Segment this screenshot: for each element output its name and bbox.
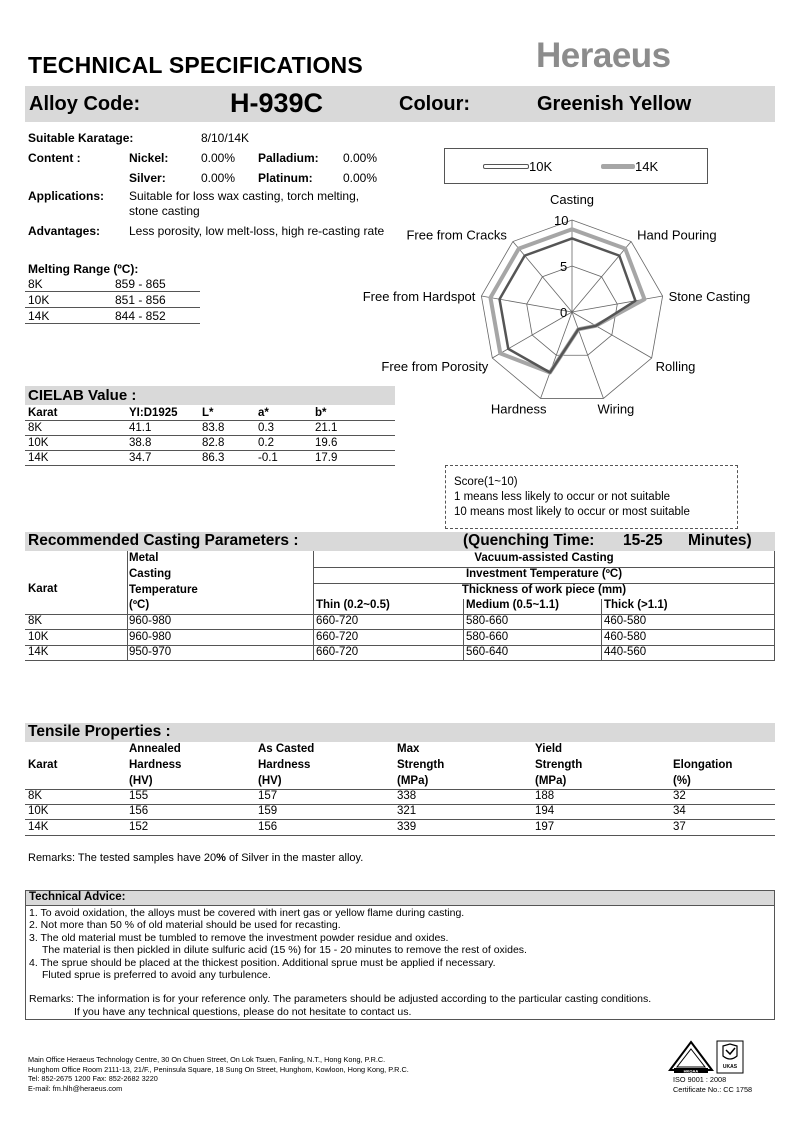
tensile-cell: 14K	[28, 821, 49, 833]
alloy-code-label: Alloy Code:	[29, 93, 141, 115]
tensile-header-karat: Karat	[28, 759, 58, 771]
cielab-row	[25, 451, 395, 466]
legend-14k-swatch	[601, 164, 635, 169]
cielab-row	[25, 421, 395, 436]
advice-line: 4. The sprue should be placed at the thickest position. Additional sprue must be applied if necessary.	[29, 956, 496, 969]
score-note-line-1: Score(1~10)	[454, 476, 518, 488]
cielab-cell: 0.2	[258, 437, 274, 449]
radar-axis-label: Free from Hardspot	[362, 289, 476, 305]
tensile-header-max: Strength	[397, 759, 445, 771]
cielab-cell: 82.8	[202, 437, 225, 449]
tensile-cell: 34	[673, 805, 686, 817]
cielab-cell: 34.7	[129, 452, 152, 464]
footer-hunghom-office: Hunghom Office Room 2111-13, 21/F., Peninsula Square, 18 Sung On Street, Hunghom, Kowloon, Hong Kong, P.R.C.	[28, 1064, 409, 1074]
tensile-cell: 37	[673, 821, 686, 833]
melting-row	[25, 277, 200, 292]
cielab-header: YI:D1925	[129, 407, 178, 419]
tensile-cell: 10K	[28, 805, 49, 817]
silver-value: 0.00%	[201, 171, 236, 185]
casting-cell: 460-580	[604, 631, 647, 643]
cielab-row	[25, 436, 395, 451]
radar-axis-label: Rolling	[655, 359, 696, 374]
cielab-cell: 86.3	[202, 452, 225, 464]
advice-title: Technical Advice:	[29, 891, 126, 903]
radar-spoke	[572, 242, 631, 312]
advantages-label: Advantages:	[28, 224, 101, 238]
melting-range: 844 - 852	[115, 309, 166, 323]
radar-spoke	[481, 296, 572, 312]
casting-cell: 460-580	[604, 615, 647, 627]
quench-value: 15-25	[623, 532, 663, 549]
radar-legend	[444, 148, 708, 184]
tensile-cell: 32	[673, 790, 686, 802]
casting-header-metal: (ºC)	[129, 599, 150, 611]
tensile-header-ascasted: Hardness	[258, 759, 311, 771]
radar-spoke	[513, 242, 572, 312]
tensile-header-yield: Yield	[535, 743, 563, 755]
cielab-title: CIELAB Value :	[28, 387, 137, 404]
melting-title: Melting Range (ºC):	[28, 262, 139, 276]
radar-axis-label: Free from Cracks	[406, 227, 507, 243]
legend-10k-label: 10K	[529, 159, 553, 174]
cielab-cell: -0.1	[258, 452, 278, 464]
advice-bar	[26, 891, 774, 906]
melting-table	[25, 277, 200, 324]
radar-series-10k	[500, 238, 636, 372]
radar-tick-label: 10	[554, 213, 569, 228]
melting-range: 859 - 865	[115, 277, 166, 291]
tensile-cell: 194	[535, 805, 555, 817]
content-label: Content :	[28, 151, 81, 165]
tensile-header-elongation: Elongation	[673, 759, 733, 771]
melting-karat: 14K	[28, 309, 50, 323]
tensile-cell: 8K	[28, 790, 43, 802]
advice-line: 2. Not more than 50 % of old material should be used for recasting.	[29, 919, 341, 932]
karatage-label: Suitable Karatage:	[28, 131, 134, 145]
tensile-remark-text: of Silver in the master alloy.	[225, 852, 364, 864]
casting-cell: 660-720	[316, 615, 359, 627]
casting-cell: 950-970	[129, 646, 172, 658]
tensile-header-annealed: Annealed	[129, 743, 181, 755]
tensile-header-max: Max	[397, 743, 420, 755]
hkqaa-certification-logo	[668, 1040, 714, 1074]
advice-remark: Remarks: The information is for your reference only. The parameters should be adjusted according to the particular casting conditions.	[29, 993, 652, 1005]
tensile-header-ascasted: As Casted	[258, 743, 315, 755]
radar-axis-label: Casting	[549, 195, 595, 207]
tensile-cell: 157	[258, 790, 278, 802]
cielab-header: Karat	[28, 407, 58, 419]
page-title: TECHNICAL SPECIFICATIONS	[28, 52, 363, 78]
melting-range: 851 - 856	[115, 293, 166, 307]
radar-axis-label: Hand Pouring	[637, 227, 717, 243]
tensile-remark	[28, 852, 363, 864]
cielab-table	[25, 405, 395, 466]
radar-axis-label: Free from Porosity	[381, 359, 489, 374]
colour-value: Greenish Yellow	[537, 93, 692, 115]
score-note-box	[445, 465, 738, 529]
radar-chart	[350, 195, 770, 420]
legend-10k-swatch	[483, 164, 529, 169]
tensile-cell: 188	[535, 790, 555, 802]
radar-spoke	[572, 296, 663, 312]
advice-line: 1. To avoid oxidation, the alloys must be covered with inert gas or yellow flame during casting.	[29, 907, 465, 919]
tensile-cell: 197	[535, 821, 555, 833]
tensile-cell: 321	[397, 805, 417, 817]
casting-cell: 440-560	[604, 646, 647, 658]
tensile-cell: 152	[129, 821, 149, 833]
certificate-text: Certificate No.: CC 1758	[673, 1085, 753, 1094]
footer-email: E-mail: fm.hlh@heraeus.com	[28, 1083, 123, 1093]
cielab-cell: 8K	[28, 422, 43, 434]
tensile-header-annealed: (HV)	[129, 775, 153, 787]
cielab-cell: 83.8	[202, 422, 225, 434]
tensile-title: Tensile Properties :	[28, 723, 171, 740]
footer-tel-fax: Tel: 852-2675 1200 Fax: 852-2682 3220	[28, 1074, 158, 1084]
cielab-header: a*	[258, 407, 269, 419]
score-note-line-3: 10 means most likely to occur or most suitable	[454, 506, 690, 518]
advice-line: 3. The old material must be tumbled to remove the investment powder residue and oxides.	[29, 931, 449, 944]
ukas-label: UKAS	[722, 1064, 738, 1070]
footer-address	[28, 1055, 409, 1093]
tensile-table	[25, 742, 775, 836]
platinum-value: 0.00%	[343, 171, 378, 185]
hkqaa-label: HKQAA	[683, 1068, 699, 1074]
casting-header-medium: Medium (0.5~1.1)	[466, 599, 559, 611]
tensile-header-yield: Strength	[535, 759, 583, 771]
casting-cell: 10K	[28, 631, 49, 643]
cielab-header-row	[25, 405, 395, 421]
radar-axis-label: Hardness	[490, 401, 547, 417]
advice-line: Fluted sprue is preferred to avoid any turbulence.	[42, 969, 271, 982]
applications-line-2: stone casting	[129, 204, 200, 218]
quench-unit: Minutes)	[688, 532, 752, 549]
advice-remark: If you have any technical questions, please do not hesitate to contact us.	[74, 1006, 412, 1018]
casting-cell: 660-720	[316, 646, 359, 658]
casting-cell: 580-660	[466, 631, 509, 643]
casting-cell: 660-720	[316, 631, 359, 643]
melting-row	[25, 308, 200, 324]
tensile-header-max: (MPa)	[397, 775, 429, 787]
palladium-label: Palladium:	[258, 151, 319, 165]
tensile-header-annealed: Hardness	[129, 759, 182, 771]
cielab-cell: 17.9	[315, 452, 338, 464]
quench-label: (Quenching Time:	[463, 532, 595, 549]
silver-label: Silver:	[129, 171, 166, 185]
melting-karat: 10K	[28, 293, 50, 307]
nickel-value: 0.00%	[201, 151, 236, 165]
ukas-certification-logo	[716, 1040, 744, 1074]
casting-header-metal: Temperature	[129, 584, 198, 596]
radar-axis-label: Wiring	[597, 401, 635, 417]
cielab-cell: 41.1	[129, 422, 152, 434]
alloy-code-value: H-939C	[230, 88, 324, 118]
nickel-label: Nickel:	[129, 151, 169, 165]
tensile-cell: 339	[397, 821, 417, 833]
melting-karat: 8K	[28, 277, 43, 291]
casting-table	[25, 551, 775, 661]
colour-label: Colour:	[399, 93, 471, 115]
casting-cell: 14K	[28, 646, 49, 658]
casting-header-vacuum: Vacuum-assisted Casting	[474, 552, 614, 564]
applications-label: Applications:	[28, 189, 105, 203]
casting-cell: 580-660	[466, 615, 509, 627]
radar-axis-label: Stone Casting	[668, 289, 751, 305]
casting-header-metal: Casting	[129, 568, 172, 580]
cielab-cell: 0.3	[258, 422, 274, 434]
tensile-header-elongation: (%)	[673, 775, 691, 787]
advice-box	[25, 890, 775, 1020]
casting-header-investment: Investment Temperature (ºC)	[465, 568, 623, 580]
brand-logo: Heraeus	[536, 36, 671, 75]
tensile-cell: 156	[258, 821, 278, 833]
casting-header-thin: Thin (0.2~0.5)	[316, 599, 390, 611]
tensile-cell: 338	[397, 790, 417, 802]
platinum-label: Platinum:	[258, 171, 313, 185]
casting-header-thick: Thick (>1.1)	[604, 599, 668, 611]
casting-cell: 8K	[28, 615, 43, 627]
casting-header-thickness: Thickness of work piece (mm)	[461, 584, 627, 596]
footer-main-office: Main Office Heraeus Technology Centre, 30 On Chuen Street, On Lok Tsuen, Fanling, N.T., Hong Kong, P.R.C.	[28, 1055, 386, 1064]
cielab-cell: 21.1	[315, 422, 338, 434]
casting-header-karat: Karat	[28, 583, 58, 595]
legend-14k-label: 14K	[635, 159, 659, 174]
palladium-value: 0.00%	[343, 151, 378, 165]
karatage-value: 8/10/14K	[201, 131, 250, 145]
iso-text: ISO 9001 : 2008	[673, 1075, 727, 1084]
melting-row	[25, 292, 200, 308]
casting-cell: 960-980	[129, 631, 172, 643]
cielab-header: L*	[202, 407, 214, 419]
advantages-value: Less porosity, low melt-loss, high re-casting rate	[129, 224, 385, 238]
cielab-cell: 10K	[28, 437, 49, 449]
casting-title: Recommended Casting Parameters :	[28, 532, 299, 549]
tensile-header-ascasted: (HV)	[258, 775, 282, 787]
casting-cell: 560-640	[466, 646, 509, 658]
cielab-cell: 19.6	[315, 437, 338, 449]
cielab-header: b*	[315, 407, 327, 419]
score-note-line-2: 1 means less likely to occur or not suitable	[454, 491, 671, 503]
tensile-cell: 159	[258, 805, 278, 817]
cielab-cell: 38.8	[129, 437, 152, 449]
applications-line-1: Suitable for loss wax casting, torch melting,	[129, 189, 360, 203]
tensile-header-yield: (MPa)	[535, 775, 567, 787]
tensile-remark-text: Remarks: The tested samples have 20	[28, 852, 217, 864]
tensile-cell: 155	[129, 790, 149, 802]
advice-line: The material is then pickled in dilute sulfuric acid (15 %) for 15 - 20 minutes to remove the rest of oxides.	[42, 944, 527, 957]
cielab-cell: 14K	[28, 452, 49, 464]
casting-header-metal: Metal	[129, 552, 159, 564]
radar-tick-label: 5	[560, 259, 568, 274]
casting-cell: 960-980	[129, 615, 172, 627]
tensile-remark-percent: %	[216, 852, 226, 864]
radar-tick-label: 0	[560, 305, 568, 320]
tensile-cell: 156	[129, 805, 149, 817]
